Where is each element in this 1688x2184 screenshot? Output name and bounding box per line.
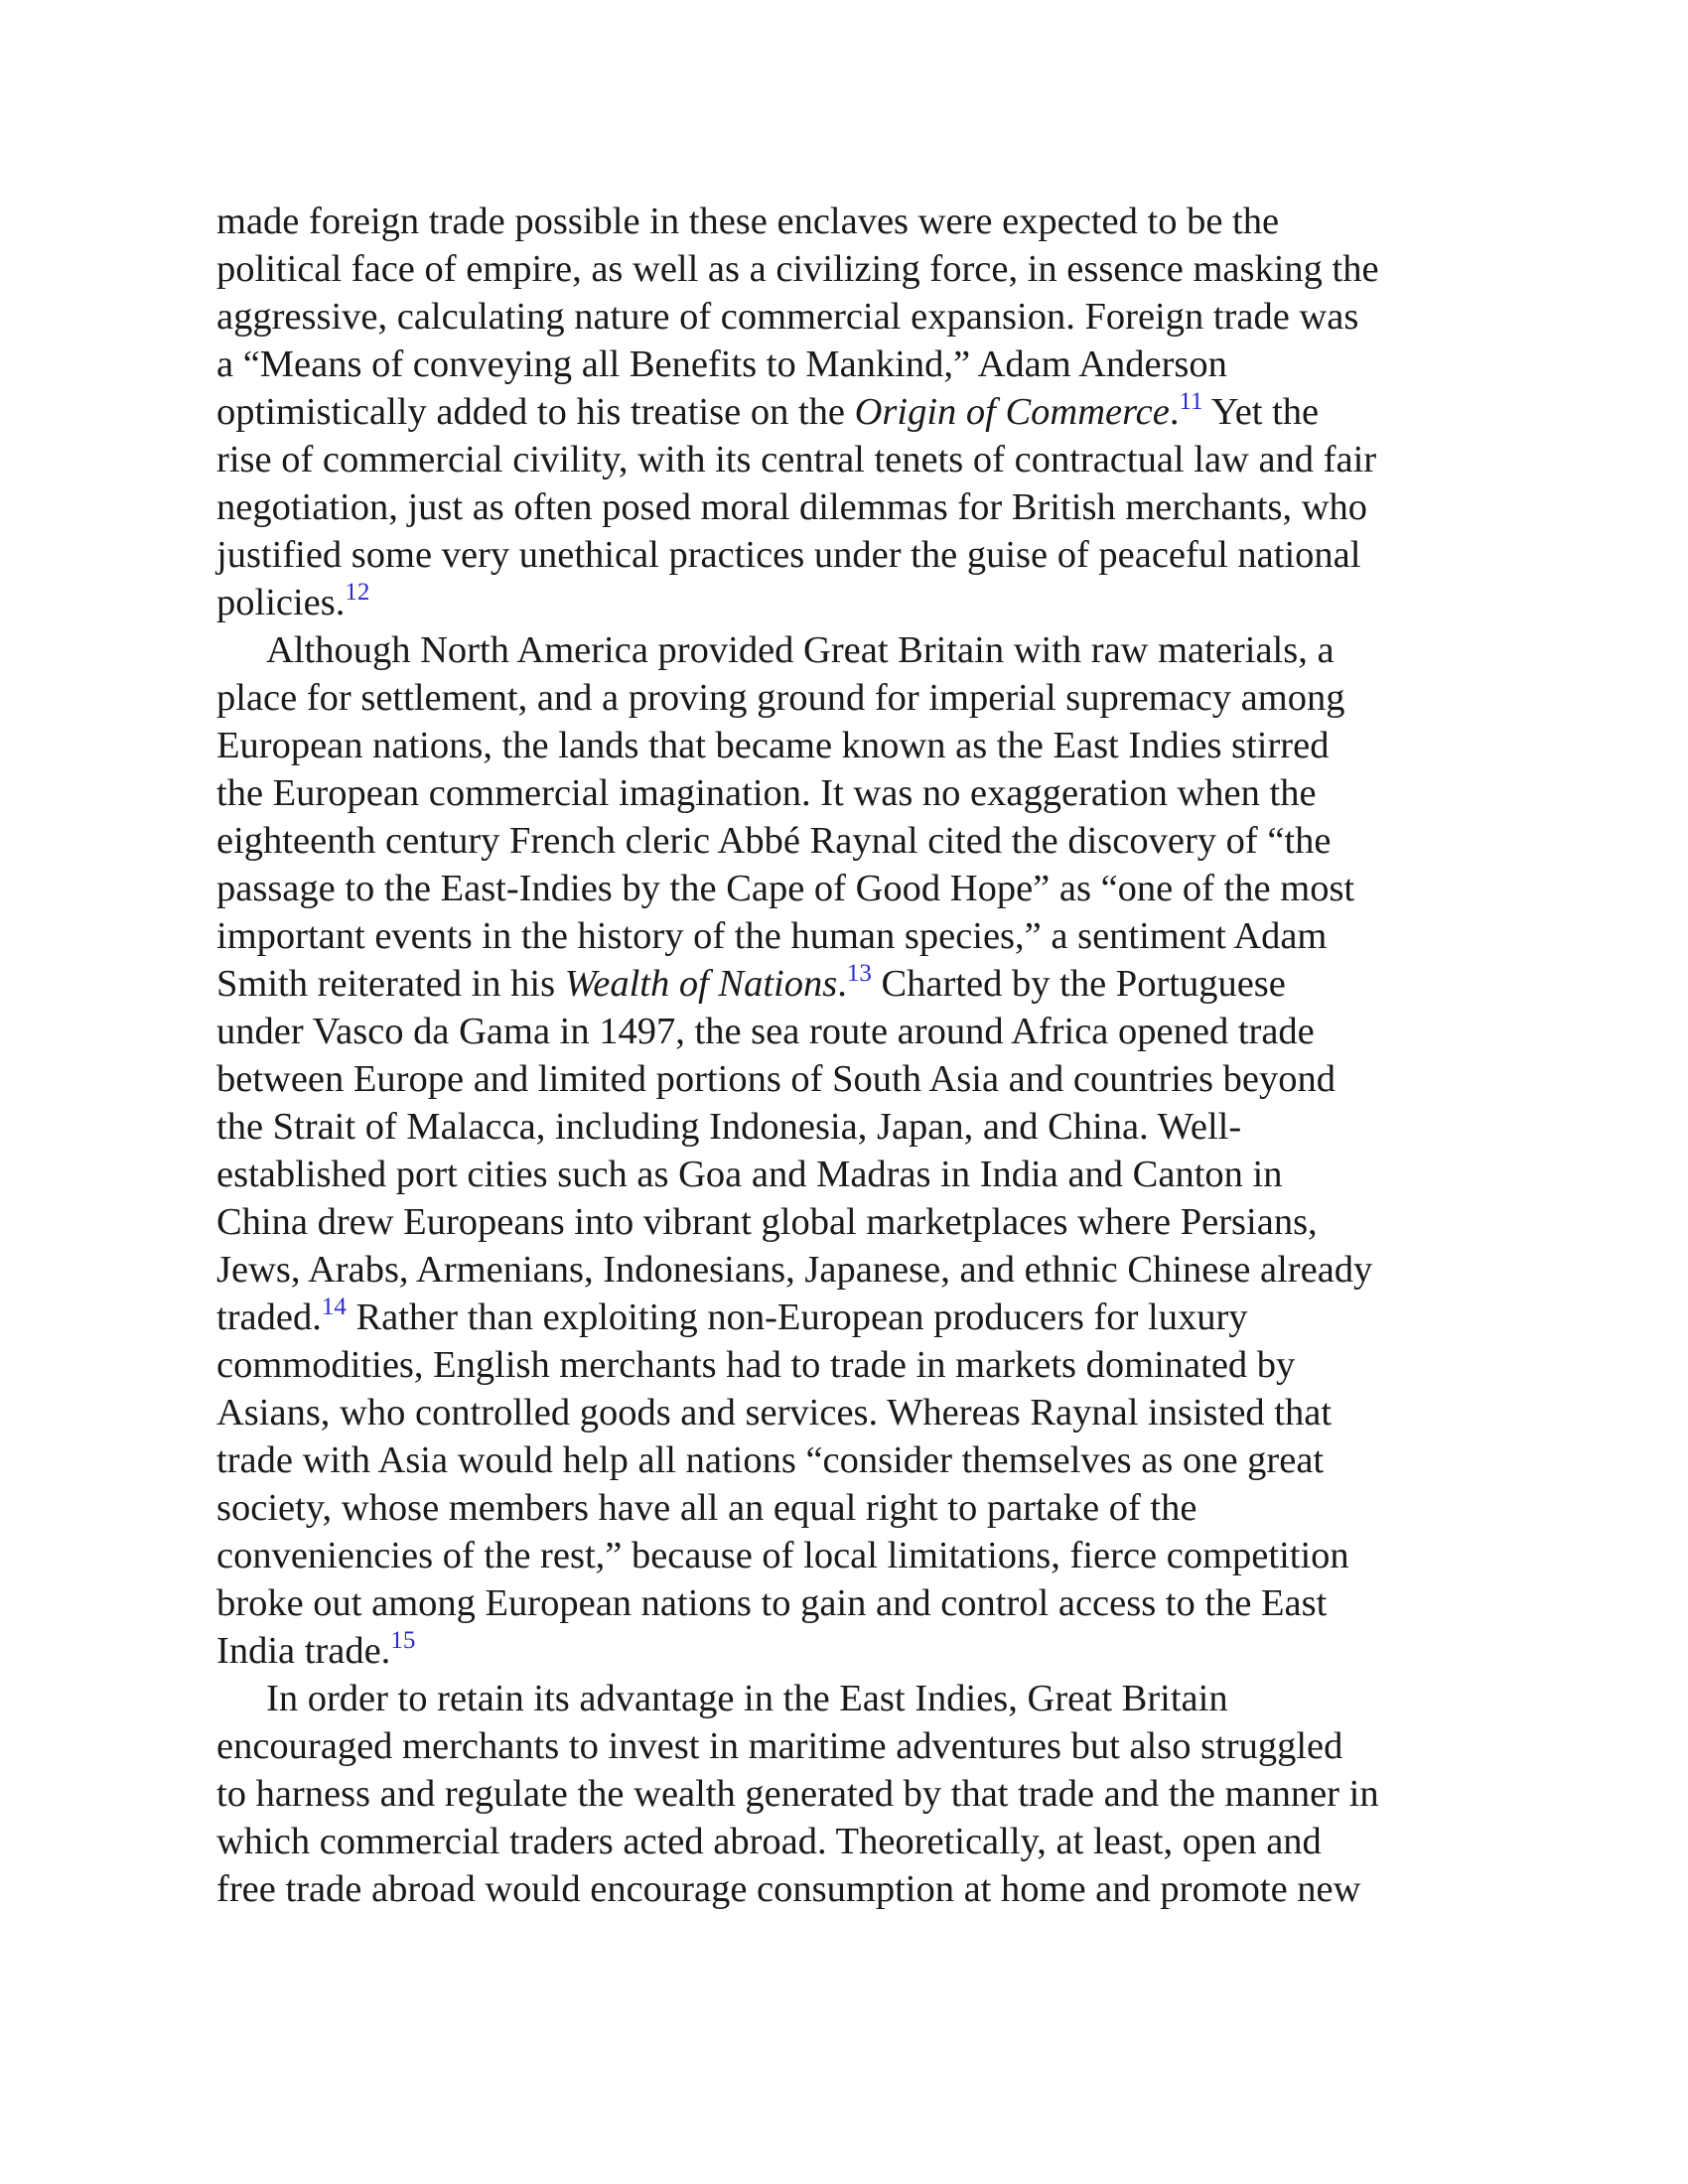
text-line: established port cities such as Goa and Madras in India and Canton in — [216, 1154, 1283, 1195]
text-line: conveniencies of the rest,” because of local limitations, fierce competition — [216, 1535, 1349, 1576]
text-line: between Europe and limited portions of South Asia and countries beyond — [216, 1058, 1336, 1100]
text-line: the Strait of Malacca, including Indonesia, Japan, and China. Well- — [216, 1106, 1242, 1148]
text-line: policies.$^{12}$ — [216, 579, 370, 623]
text-line: society, whose members have all an equal right to partake of the — [216, 1487, 1197, 1529]
text-line: Jews, Arabs, Armenians, Indonesians, Japanese, and ethnic Chinese already — [216, 1249, 1373, 1291]
footnote-ref-13[interactable]: 13 — [846, 960, 872, 987]
text-line: India trade.$^{15}$ — [216, 1627, 416, 1672]
text-line: free trade abroad would encourage consumption at home and promote new — [216, 1868, 1361, 1910]
book-title: Wealth of Nations — [564, 963, 838, 1005]
text-line: eighteenth century French cleric Abbé Raynal cited the discovery of “the — [216, 820, 1332, 862]
footnote-ref-14[interactable]: 14 — [321, 1294, 347, 1320]
text-line: commodities, English merchants had to trade in markets dominated by — [216, 1344, 1296, 1386]
text-line: rise of commercial civility, with its central tenets of contractual law and fair — [216, 439, 1377, 480]
text-line: aggressive, calculating nature of commercial expansion. Foreign trade was — [216, 296, 1359, 338]
footnote-ref-11[interactable]: 11 — [1179, 388, 1203, 415]
text-line: Asians, who controlled goods and services. Whereas Raynal insisted that — [216, 1392, 1333, 1433]
text-line: justified some very unethical practices under the guise of peaceful national — [216, 534, 1361, 576]
text-line: trade with Asia would help all nations “consider themselves as one great — [216, 1439, 1325, 1481]
text-line: negotiation, just as often posed moral dilemmas for British merchants, who — [216, 486, 1368, 528]
text-line: optimistically added to his treatise on the Origin of Commerce.$^{11}$ Yet the — [216, 388, 1320, 433]
text-line: the European commercial imagination. It was no exaggeration when the — [216, 772, 1317, 814]
text-line: political face of empire, as well as a civilizing force, in essence masking the — [216, 248, 1379, 290]
footnote-ref-15[interactable]: 15 — [390, 1627, 416, 1654]
text-line: passage to the East-Indies by the Cape of Good Hope” as “one of the most — [216, 868, 1355, 909]
text-line: Smith reiterated in his Wealth of Nations.$^{13}$ Charted by the Portuguese — [216, 960, 1286, 1005]
text-line: a “Means of conveying all Benefits to Mankind,” Adam Anderson — [216, 343, 1227, 385]
text-line: China drew Europeans into vibrant global marketplaces where Persians, — [216, 1201, 1318, 1243]
text-line: which commercial traders acted abroad. Theoretically, at least, open and — [216, 1821, 1322, 1862]
text-line: place for settlement, and a proving ground for imperial supremacy among — [216, 677, 1345, 719]
text-line: In order to retain its advantage in the East Indies, Great Britain — [266, 1678, 1228, 1719]
text-line: broke out among European nations to gain and control access to the East — [216, 1582, 1328, 1624]
text-line: encouraged merchants to invest in maritime adventures but also struggled — [216, 1725, 1343, 1767]
text-line: traded.$^{14}$ Rather than exploiting non-European producers for luxury — [216, 1294, 1248, 1338]
book-title: Origin of Commerce — [854, 391, 1170, 433]
text-line: European nations, the lands that became known as the East Indies stirred — [216, 725, 1330, 766]
document-page — [216, 198, 1487, 1913]
text-line: to harness and regulate the wealth generated by that trade and the manner in — [216, 1773, 1379, 1815]
footnote-ref-12[interactable]: 12 — [345, 579, 370, 606]
text-line: important events in the history of the human species,” a sentiment Adam — [216, 915, 1328, 957]
text-line: made foreign trade possible in these enclaves were expected to be the — [216, 201, 1280, 242]
text-line: under Vasco da Gama in 1497, the sea route around Africa opened trade — [216, 1011, 1315, 1052]
text-line: Although North America provided Great Britain with raw materials, a — [266, 629, 1335, 671]
